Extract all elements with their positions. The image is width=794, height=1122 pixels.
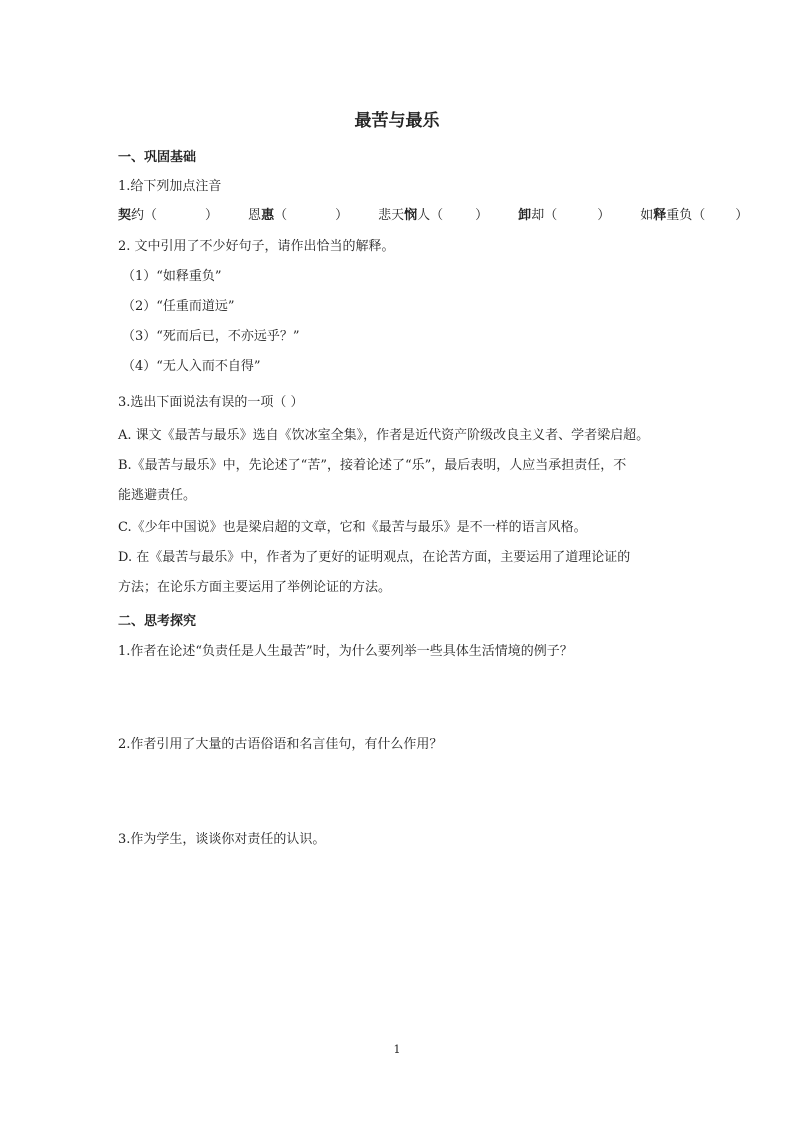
pinyin-item: 如释重负（ ） (640, 208, 749, 223)
inquiry-question-2: 2.作者引用了大量的古语俗语和名言佳句，有什么作用？ (118, 737, 443, 752)
question-2-sub-4: （4）“无人入而不自得” (122, 359, 261, 374)
question-1: 1.给下列加点注音 (118, 179, 222, 194)
option-d-line-2: 方法；在论乐方面主要运用了举例论证的方法。 (118, 580, 392, 595)
section-heading-basics: 一、巩固基础 (118, 150, 197, 165)
question-2-sub-2: （2）“任重而道远” (122, 299, 235, 314)
pinyin-item: 契约（ ） (118, 208, 219, 223)
option-b-line-1: B.《最苦与最乐》中，先论述了“苦”，接着论述了“乐”，最后表明，人应当承担责任，不 (118, 458, 627, 473)
question-2: 2. 文中引用了不少好句子，请作出恰当的解释。 (118, 239, 395, 254)
pinyin-item: 卸却（ ） (518, 208, 611, 223)
question-3: 3.选出下面说法有误的一项（ ） (118, 395, 304, 410)
option-c: C.《少年中国说》也是梁启超的文章，它和《最苦与最乐》是不一样的语言风格。 (118, 520, 587, 535)
pinyin-item: 恩惠（ ） (248, 208, 349, 223)
section-heading-inquiry: 二、思考探究 (118, 614, 197, 629)
pinyin-items (118, 206, 748, 226)
option-b-line-2: 能逃避责任。 (118, 488, 197, 503)
option-a: A. 课文《最苦与最乐》选自《饮冰室全集》，作者是近代资产阶级改良主义者、学者梁启超。 (118, 428, 650, 443)
question-2-sub-1: （1）“如释重负” (122, 269, 222, 284)
inquiry-question-1: 1.作者在论述“负责任是人生最苦”时，为什么要列举一些具体生活情境的例子？ (118, 644, 573, 659)
page-title: 最苦与最乐 (354, 111, 440, 131)
inquiry-question-3: 3.作为学生，谈谈你对责任的认识。 (118, 832, 326, 847)
option-d-line-1: D. 在《最苦与最乐》中，作者为了更好的证明观点，在论苦方面，主要运用了道理论证的 (118, 550, 631, 565)
pinyin-item: 悲天悯人（ ） (378, 208, 489, 223)
page-number: 1 (393, 1043, 401, 1056)
question-2-sub-3: （3）“死而后已，不亦远乎？” (122, 329, 300, 344)
